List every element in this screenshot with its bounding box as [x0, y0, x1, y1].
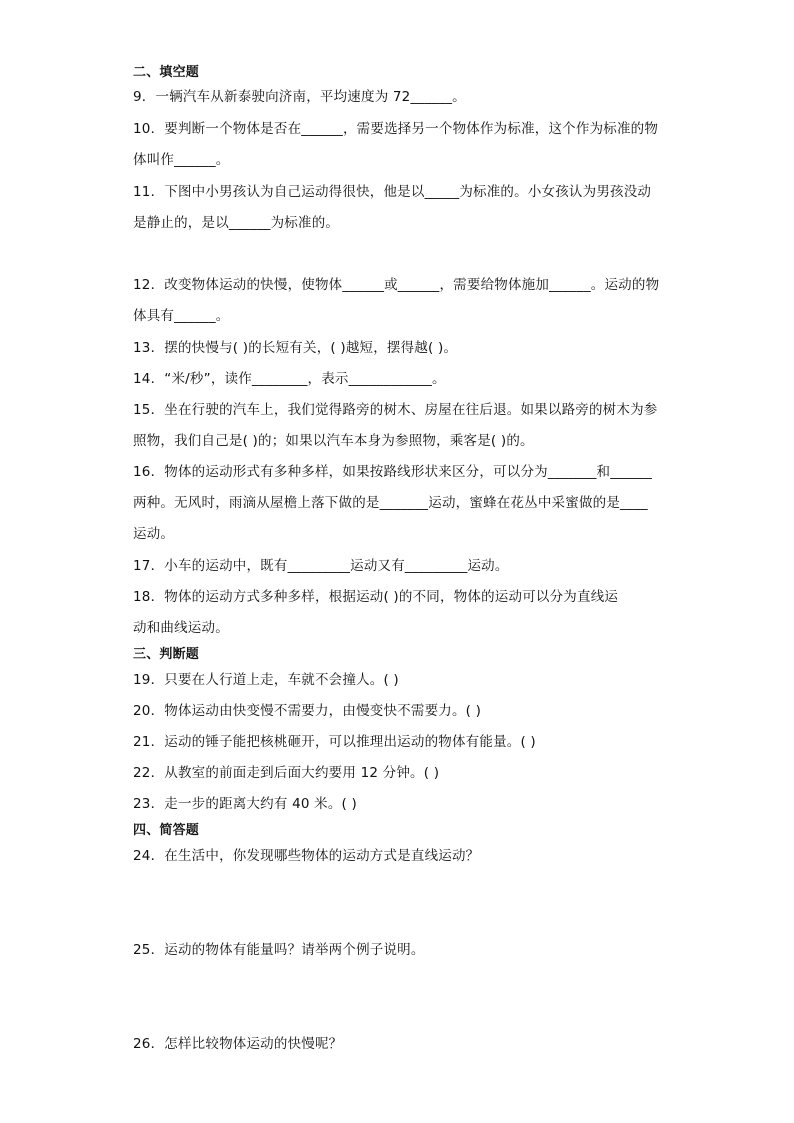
- section-short-answer-title: 四、简答题: [133, 823, 200, 838]
- question-20: 20．物体运动由快变慢不需要力，由慢变快不需要力。( ): [133, 703, 482, 719]
- question-12-line-1: 12．改变物体运动的快慢，使物体______或______，需要给物体施加______。运动的物: [133, 277, 660, 293]
- question-16-line-3: 运动。: [133, 526, 175, 542]
- question-10-line-1: 10．要判断一个物体是否在______，需要选择另一个物体作为标准，这个作为标准的物: [133, 121, 659, 137]
- question-11-line-2: 是静止的，是以______为标准的。: [133, 215, 340, 231]
- question-26: 26．怎样比较物体运动的快慢呢？: [133, 1036, 343, 1052]
- question-10-line-2: 体叫作______。: [133, 152, 230, 168]
- question-16-line-2: 两种。无风时，雨滴从屋檐上落下做的是_______运动，蜜蜂在花丛中采蜜做的是____: [133, 495, 648, 511]
- question-17: 17．小车的运动中，既有_________运动又有_________运动。: [133, 558, 509, 574]
- question-13: 13．摆的快慢与( )的长短有关，( )越短，摆得越( )。: [133, 340, 458, 356]
- question-23: 23．走一步的距离大约有 40 米。( ): [133, 796, 357, 812]
- question-11-line-1: 11．下图中小男孩认为自己运动得很快，他是以_____为标准的。小女孩认为男孩没动: [133, 184, 652, 200]
- question-15-line-2: 照物，我们自己是( )的；如果以汽车本身为参照物，乘客是( )的。: [133, 433, 534, 449]
- question-19: 19．只要在人行道上走，车就不会撞人。( ): [133, 672, 399, 688]
- question-15-line-1: 15．坐在行驶的汽车上，我们觉得路旁的树木、房屋在往后退。如果以路旁的树木为参: [133, 402, 658, 418]
- question-16-line-1: 16．物体的运动形式有多种多样，如果按路线形状来区分，可以分为_______和______: [133, 464, 652, 480]
- section-judge-title: 三、判断题: [133, 647, 200, 662]
- question-22: 22．从教室的前面走到后面大约要用 12 分钟。( ): [133, 765, 440, 781]
- question-14: 14．“米/秒”，读作________，表示____________。: [133, 371, 446, 387]
- question-18-line-2: 动和曲线运动。: [133, 620, 229, 636]
- question-18-line-1: 18．物体的运动方式多种多样，根据运动( )的不同，物体的运动可以分为直线运: [133, 589, 619, 605]
- question-9: 9．一辆汽车从新泰驶向济南，平均速度为 72______。: [133, 89, 466, 105]
- question-21: 21．运动的锤子能把核桃砸开，可以推理出运动的物体有能量。( ): [133, 734, 536, 750]
- question-24: 24．在生活中，你发现哪些物体的运动方式是直线运动？: [133, 848, 480, 864]
- section-fill-blank-title: 二、填空题: [133, 65, 200, 80]
- question-25: 25．运动的物体有能量吗？请举两个例子说明。: [133, 942, 425, 958]
- question-12-line-2: 体具有______。: [133, 308, 230, 324]
